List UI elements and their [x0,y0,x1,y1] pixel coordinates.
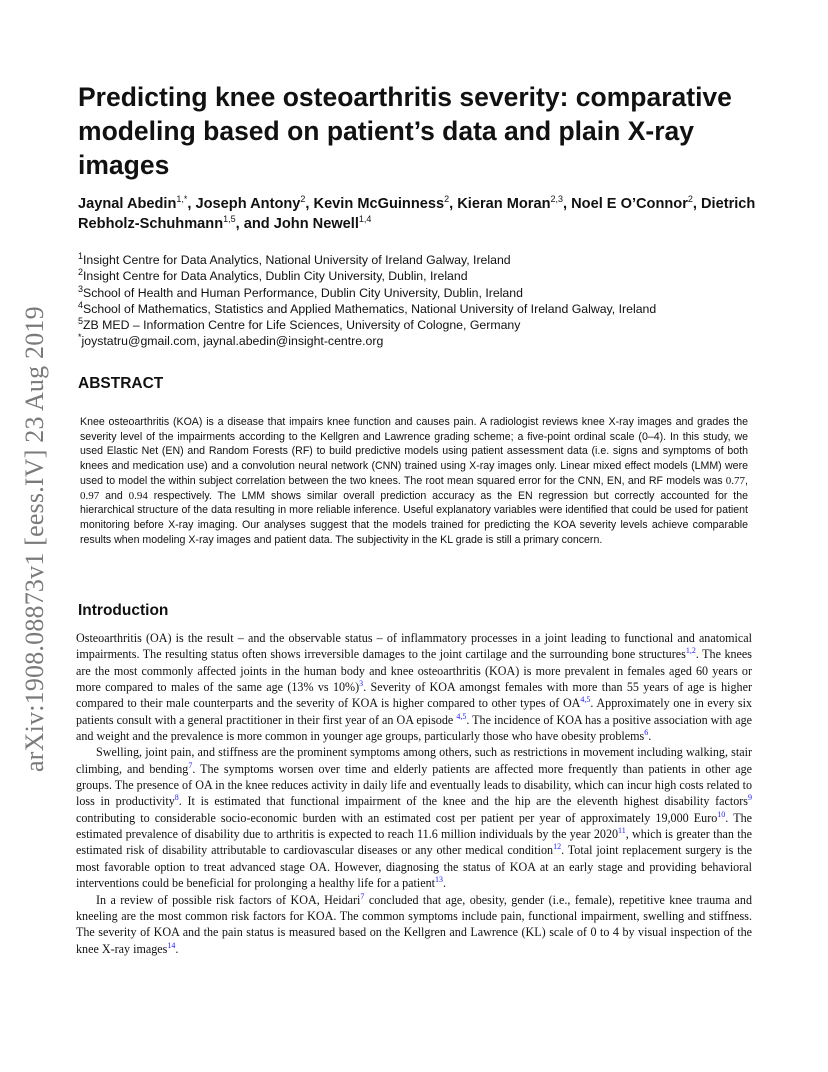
author-name: Dietrich Rebholz-Schuhmann [78,196,756,232]
affiliation-item [78,301,778,317]
abstract-text [80,415,748,547]
paragraph-text: . [648,729,652,744]
arxiv-identifier-stamp: arXiv:1908.08873v1 [eess.IV] 23 Aug 2019 [20,306,49,772]
citation-link[interactable]: 4,5 [580,695,591,705]
paragraph-text: . The incidence of KOA has a positive association with age and weight and the prevalence is more common in younger age groups, particularly those who have obesity problems [76,712,752,744]
affiliation-mark: 1 [78,250,84,261]
paragraph-text: . The estimated prevalence of disability due to arthritis is expected to reach 11.6 million individuals by the year 2020 [76,810,752,842]
affiliation-mark: 4 [78,299,84,310]
affiliation-mark: 5 [78,316,84,327]
citation-link[interactable]: 13 [435,875,443,885]
paragraph-text: contributing to considerable socio-economic burden with an estimated cost per patient per year of approximately 19,000 Euro [76,810,718,825]
author-affiliation-mark: 1,5 [223,214,236,225]
author-name: Kevin McGuinness [313,196,445,212]
introduction-paragraph [76,744,752,891]
author-separator: , [449,196,458,212]
author-separator: , [563,196,572,212]
abstract-text-part: Knee osteoarthritis (KOA) is a disease that impairs knee function and causes pain. A radiologist reviews knee X-ray images and grades the severity level of the impairments according to the Kellgren and Lawrence grading scheme; a five-point ordinal scale (0–4). In this study, we used Elastic Net (EN) and Random Forests (RF) to build predictive models using patient assessment data (i.e. signs and symptoms of both knees and medication use) and a convolution neural network (CNN) trained using X-ray images only. Linear mixed effect models (LMM) were used to model the within subject correlation between the two knees. The root mean squared error for the CNN, EN, and RF models was [80,416,748,487]
paragraph-text: . It is estimated that functional impairment of the knee and the hip are the eleventh highest disability factors [178,794,748,809]
paragraph-text: concluded that age, obesity, gender (i.e., female), repetitive knee trauma and kneeling are the most common risk factors for KOA. The common symptoms include pain, functional impairment, swelling and stiffness. The severity of KOA and the pain status is measured based on the Kellgren and Lawrence (KL) scale of 0 to 4 by visual inspection of the knee X-ray images [76,892,752,956]
citation-link[interactable]: 7 [188,760,193,770]
author-name: Noel E O’Connor [571,196,688,212]
abstract-text-part: and [99,489,129,502]
author-affiliation-mark: 2 [444,194,450,205]
citation-link[interactable]: 14 [167,940,176,950]
paragraph-text: . Approximately one in every six patients consult with a general practitioner in their first year of an OA episode [76,696,753,727]
affiliation-item [78,252,778,268]
affiliation-item [78,285,778,301]
rmse-en-value: 0.97 [80,489,100,502]
paragraph-text: . The symptoms worsen over time and elderly patients are affected more frequently than patients in other age groups. The presence of OA in the knee reduces activity in daily life and eventually leads to disability, which can incur high costs related to loss in productivity [76,761,752,809]
author-affiliation-mark: 2 [300,194,306,205]
affiliation-mark: * [78,332,82,343]
paper-title: Predicting knee osteoarthritis severity: comparative modeling based on patient’s data and plain X-ray images [78,82,732,180]
author-affiliation-mark: 2 [687,194,693,205]
affiliation-text: Insight Centre for Data Analytics, Dublin City University, Dublin, Ireland [83,269,468,284]
author-separator: , and [235,216,274,232]
paragraph-text: In a review of possible risk factors of KOA, Heidari [96,892,361,907]
affiliation-item [78,268,778,284]
author-affiliation-mark: 1,* [176,194,188,205]
author-separator: , [692,196,701,212]
paragraph-text: . Severity of KOA amongst females with more than 55 years of age is higher compared to their male counterparts and the severity of KOA is higher compared to other types of OA [76,680,752,711]
paragraph-text: . Total joint replacement surgery is the most favorable option to treat advanced stage OA. However, diagnosing the status of KOA at an early stage and providing behavioral interventions could be beneficial for prolonging a healthy life for a patient [76,843,752,891]
citation-link[interactable]: 3 [359,679,364,688]
citation-link[interactable]: 11 [618,826,626,836]
affiliation-text: joystatru@gmail.com, jaynal.abedin@insight-centre.org [81,334,384,349]
paragraph-text: Swelling, joint pain, and stiffness are the prominent symptoms among others, such as restrictions in movement including walking, stair climbing, and bending [76,745,752,776]
paragraph-text: . The knees are the most commonly affected joints in the human body and knee osteoarthritis (KOA) is more prevalent in females aged 60 years or more compared to males of the same age (13% vs 10%) [76,647,752,695]
abstract-text-part: , [745,474,748,487]
introduction-paragraph [76,892,752,957]
author-name: John Newell [273,216,359,232]
introduction-paragraph [76,630,752,744]
author-separator: , [305,196,314,212]
author-affiliation-mark: 1,4 [358,214,372,225]
abstract-text-part: respectively. The LMM shows similar overall prediction accuracy as the EN regression but correctly accounted for the hierarchical structure of the data resulting in more reliable inference. Useful explanatory variables were identified that could be used for patient monitoring before X-ray imaging. Our analyses suggest that the models trained for predicting the KOA severity levels achieve comparable results when modeling X-ray images and patient data. The subjectivity in the KL grade is still a primary concern. [80,489,748,546]
abstract-heading: ABSTRACT [78,375,164,392]
citation-link[interactable]: 9 [748,793,752,803]
author-name: Joseph Antony [195,196,301,212]
author-list [78,194,768,234]
affiliation-item [78,333,778,349]
paragraph-text: . [443,876,447,891]
introduction-heading: Introduction [78,602,169,619]
citation-link[interactable]: 1,2 [685,646,696,656]
affiliation-mark: 3 [78,283,84,294]
citation-link[interactable]: 6 [644,728,649,738]
affiliation-text: Insight Centre for Data Analytics, National University of Ireland Galway, Ireland [83,253,511,267]
citation-link[interactable]: 4,5 [456,711,467,721]
introduction-body [76,630,752,957]
author-name: Kieran Moran [457,196,551,212]
paragraph-text: . [175,941,179,956]
affiliation-item [78,317,778,333]
citation-link[interactable]: 10 [717,809,726,819]
rmse-rf-value: 0.94 [128,489,148,502]
affiliation-text: ZB MED – Information Centre for Life Sciences, University of Cologne, Germany [83,318,521,333]
affiliation-mark: 2 [78,267,84,278]
rmse-cnn-value: 0.77 [725,474,746,487]
author-affiliation-mark: 2,3 [550,194,564,205]
citation-link[interactable]: 12 [553,842,562,852]
citation-link[interactable]: 7 [360,891,365,901]
affiliation-text: School of Health and Human Performance, Dublin City University, Dublin, Ireland [83,285,523,300]
citation-link[interactable]: 8 [174,793,179,803]
affiliation-text: School of Mathematics, Statistics and Applied Mathematics, National University of Ireland Galway, Ireland [83,301,657,316]
paragraph-text: Osteoarthritis (OA) is the result – and the observable status – of inflammatory processes in a joint leading to functional and anatomical impairments. The resulting status often shows irreversible damages to the joint cartilage and the surrounding bone structures [76,631,752,662]
paragraph-text: , which is greater than the estimated risk of disability attributable to cardiovascular diseases or any other medical condition [76,827,752,858]
author-name: Jaynal Abedin [78,196,177,212]
author-separator: , [187,196,196,212]
affiliation-list [78,252,778,350]
